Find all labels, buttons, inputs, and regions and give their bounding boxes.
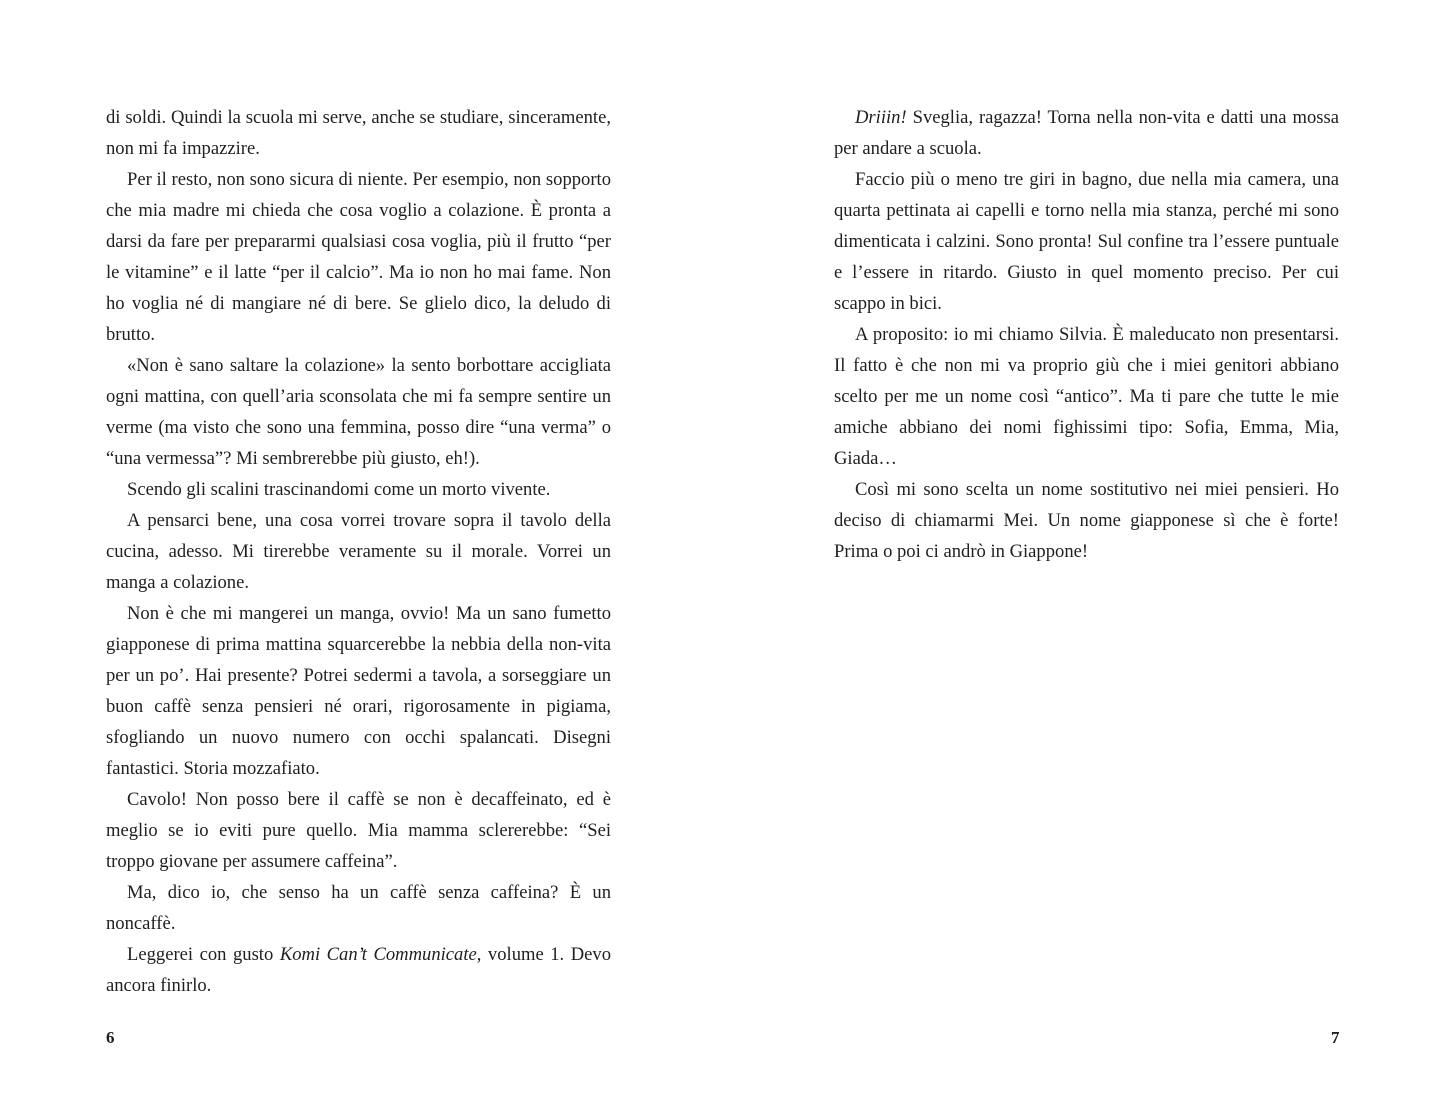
paragraph: di soldi. Quindi la scuola mi serve, anche se studiare, sinceramente, non mi fa impazzire. — [106, 107, 611, 159]
paragraph: Per il resto, non sono sicura di niente. Per esempio, non sopporto che mia madre mi chieda che cosa voglio a colazione. È pronta a darsi da fare per prepararmi qualsiasi cosa voglia, più il frutto “per le vitamine” e il latte “per il calcio”. Ma io non ho mai fame. Non ho voglia né di mangiare né di bere. Se glielo dico, la deludo di brutto. — [106, 169, 611, 345]
paragraph: Faccio più o meno tre giri in bagno, due nella mia camera, una quarta pettinata ai capelli e torno nella mia stanza, perché mi sono dimenticata i calzini. Sono pronta! Sul confine tra l’essere puntuale e l’essere in ritardo. Giusto in quel momento preciso. Per cui scappo in bici. — [834, 169, 1339, 314]
paragraph-text: , volume 1. Devo ancora finirlo. — [106, 944, 611, 996]
paragraph: A proposito: io mi chiamo Silvia. È maleducato non presentarsi. Il fatto è che non mi va proprio giù che i miei genitori abbiano scelto per me un nome così “antico”. Ma ti pare che tutte le mie amiche abbiano dei nomi fighissimi tipo: Sofia, Emma, Mia, Giada… — [834, 324, 1339, 469]
book-title: Komi Can’t Communicate — [279, 944, 477, 965]
paragraph — [834, 102, 1339, 164]
page-number: 6 — [106, 1028, 115, 1047]
paragraph: Scendo gli scalini trascinandomi come un morto vivente. — [127, 479, 551, 500]
right-page — [723, 0, 1445, 1109]
left-page-text — [106, 102, 611, 1001]
onomatopoeia: Driiin! — [855, 107, 907, 128]
left-page — [0, 0, 722, 1109]
paragraph: Non è che mi mangerei un manga, ovvio! Ma un sano fumetto giapponese di prima mattina squarcerebbe la nebbia della non-vita per un po’. Hai presente? Potrei sedermi a tavola, a sorseggiare un buon caffè senza pensieri né orari, rigorosamente in pigiama, sfogliando un nuovo numero con occhi spalancati. Disegni fantastici. Storia mozzafiato. — [106, 603, 611, 779]
page-number: 7 — [1331, 1028, 1340, 1047]
paragraph: A pensarci bene, una cosa vorrei trovare sopra il tavolo della cucina, adesso. Mi tirerebbe veramente su il morale. Vorrei un manga a colazione. — [106, 510, 611, 593]
paragraph: «Non è sano saltare la colazione» la sento borbottare accigliata ogni mattina, con quell’aria sconsolata che mi fa sempre sentire un verme (ma visto che sono una femmina, posso dire “una verma” o “una vermessa”? Mi sembrerebbe più giusto, eh!). — [106, 355, 611, 469]
paragraph: Così mi sono scelta un nome sostitutivo nei miei pensieri. Ho deciso di chiamarmi Mei. Un nome giapponese sì che è forte! Prima o poi ci andrò in Giappone! — [834, 479, 1339, 562]
paragraph-text: Sveglia, ragazza! Torna nella non-vita e datti una mossa per andare a scuola. — [834, 107, 1339, 159]
paragraph: Cavolo! Non posso bere il caffè se non è decaffeinato, ed è meglio se io eviti pure quello. Mia mamma sclererebbe: “Sei troppo giovane per assumere caffeina”. — [106, 789, 611, 872]
paragraph — [106, 939, 611, 1001]
paragraph: Ma, dico io, che senso ha un caffè senza caffeina? È un noncaffè. — [106, 882, 611, 934]
paragraph-text: Leggerei con gusto — [127, 944, 280, 965]
right-page-text — [834, 102, 1339, 567]
